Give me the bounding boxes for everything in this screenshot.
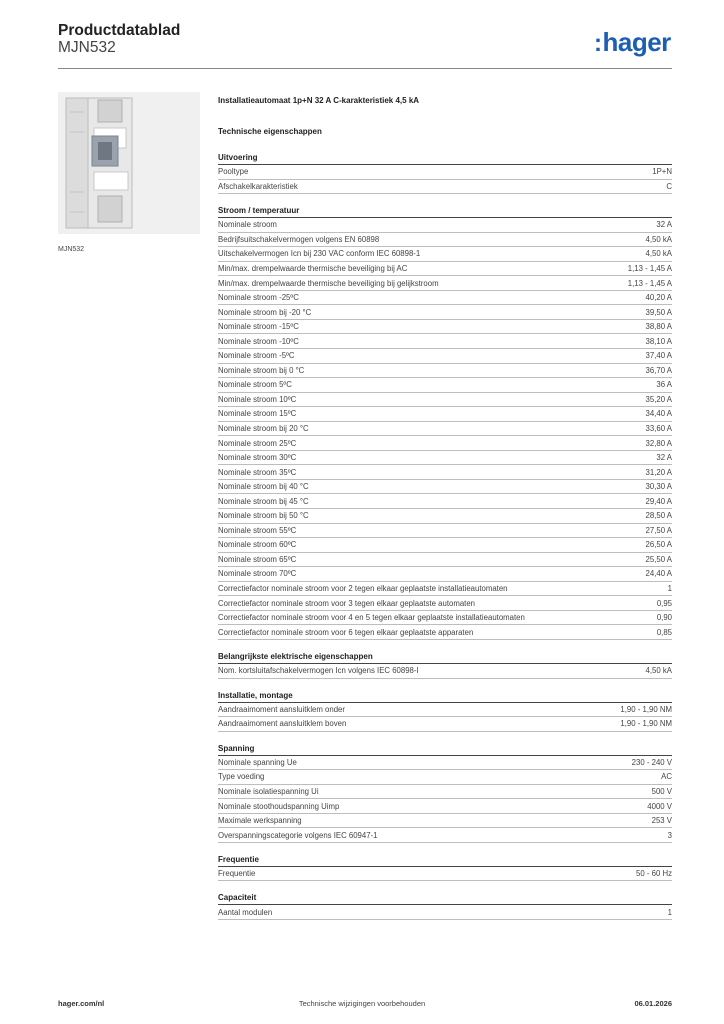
spec-label: Uitschakelvermogen Icn bij 230 VAC conform IEC 60898-1 [218, 249, 421, 259]
spec-row [218, 393, 672, 408]
spec-row [218, 494, 672, 509]
spec-row [218, 582, 672, 597]
section-title: Uitvoering [218, 151, 672, 165]
spec-label: Nominale stroom 60ºC [218, 540, 297, 550]
spec-label: Nominale stroom 65ºC [218, 554, 297, 564]
spec-label: Type voeding [218, 772, 265, 782]
spec-label: Nominale stroom bij 20 °C [218, 424, 309, 434]
spec-label: Nominale stroom -25ºC [218, 293, 299, 303]
spec-row [218, 291, 672, 306]
spec-value: 38,80 A [645, 322, 672, 332]
header-divider [58, 68, 672, 69]
spec-value: 1 [667, 907, 672, 917]
spec-row [218, 247, 672, 262]
spec-value: 1,13 - 1,45 A [627, 278, 672, 288]
spec-label: Nominale stroom bij 0 °C [218, 365, 305, 375]
spec-value: 37,40 A [645, 351, 672, 361]
spec-label: Nominale stroom -10ºC [218, 336, 299, 346]
spec-value: 1,13 - 1,45 A [627, 264, 672, 273]
spec-row [218, 664, 672, 679]
spec-row [218, 867, 672, 882]
spec-label: Bedrijfsuitschakelvermogen volgens EN 60898 [218, 234, 380, 244]
spec-value: 36 A [656, 380, 672, 390]
spec-value: 4000 V [647, 801, 672, 811]
spec-value: 0,95 [656, 598, 672, 608]
spec-row [218, 233, 672, 248]
spec-row [218, 480, 672, 495]
footer-website: hager.com/nl [58, 999, 105, 1008]
spec-value: 28,50 A [645, 511, 672, 521]
spec-value: 26,50 A [645, 540, 672, 550]
spec-row [218, 465, 672, 480]
spec-section [218, 891, 672, 920]
spec-section [218, 853, 672, 882]
spec-row [218, 905, 672, 920]
spec-label: Nominale stroom -5ºC [218, 351, 295, 361]
spec-label: Nominale stroom 15ºC [218, 409, 297, 419]
spec-value: 3 [667, 830, 672, 840]
spec-label: Aantal modulen [218, 907, 273, 917]
spec-label: Maximale werkspanning [218, 816, 302, 826]
spec-label: Nominale spanning Ue [218, 757, 297, 767]
spec-row [218, 407, 672, 422]
spec-label: Nominale stroom 35ºC [218, 467, 297, 477]
tech-properties-title: Technische eigenschappen [218, 127, 322, 136]
spec-label: Nominale stroom 25ºC [218, 438, 297, 448]
spec-row [218, 625, 672, 640]
spec-row [218, 349, 672, 364]
spec-section [218, 742, 672, 843]
spec-row [218, 320, 672, 335]
spec-label: Nominale stroom bij 45 °C [218, 496, 309, 506]
section-gap [218, 640, 672, 650]
spec-value: 1,90 - 1,90 NM [620, 719, 672, 729]
section-gap [218, 843, 672, 853]
spec-value: C [666, 181, 672, 191]
spec-value: 24,40 A [645, 569, 672, 579]
spec-label: Min/max. drempelwaarde thermische beveiliging bij AC [218, 264, 408, 273]
spec-value: AC [661, 772, 672, 782]
footer-note: Technische wijzigingen voorbehouden [298, 999, 426, 1008]
spec-value: 32,80 A [645, 438, 672, 448]
spec-row [218, 596, 672, 611]
spec-row [218, 180, 672, 195]
spec-content [218, 96, 672, 920]
spec-value: 4,50 kA [645, 234, 672, 244]
spec-row [218, 553, 672, 568]
section-title: Stroom / temperatuur [218, 204, 672, 218]
spec-value: 29,40 A [645, 496, 672, 506]
spec-value: 4,50 kA [645, 249, 672, 259]
spec-label: Nominale stroom [218, 220, 277, 230]
spec-label: Correctiefactor nominale stroom voor 2 tegen elkaar geplaatste installatieautomaten [218, 584, 508, 594]
spec-row [218, 611, 672, 626]
spec-label: Nominale stroom bij 40 °C [218, 482, 309, 492]
spec-label: Aandraaimoment aansluitklem boven [218, 719, 347, 729]
spec-label: Overspanningscategorie volgens IEC 60947-1 [218, 830, 378, 840]
spec-value: 36,70 A [645, 365, 672, 375]
spec-label: Nominale stroom bij 50 °C [218, 511, 309, 521]
hager-logo: :hager [594, 27, 671, 57]
section-title: Spanning [218, 742, 672, 756]
spec-row [218, 276, 672, 291]
spec-value: 30,30 A [645, 482, 672, 492]
spec-value: 32 A [656, 453, 672, 463]
spec-row [218, 828, 672, 843]
spec-row [218, 538, 672, 553]
spec-row [218, 451, 672, 466]
spec-label: Min/max. drempelwaarde thermische beveiliging bij gelijkstroom [218, 278, 439, 288]
image-caption: MJN532 [58, 246, 85, 253]
section-title: Capaciteit [218, 891, 672, 905]
spec-label: Nom. kortsluitafschakelvermogen Icn volgens IEC 60898-I [218, 666, 419, 676]
section-gap [218, 679, 672, 689]
section-title: Belangrijkste elektrische eigenschappen [218, 650, 672, 664]
spec-section [218, 204, 672, 640]
spec-row [218, 422, 672, 437]
spec-value: 34,40 A [645, 409, 672, 419]
product-title: Installatieautomaat 1p+N 32 A C-karakteristiek 4,5 kA [218, 96, 420, 105]
section-title: Installatie, montage [218, 689, 672, 703]
spec-value: 25,50 A [645, 554, 672, 564]
spec-label: Correctiefactor nominale stroom voor 3 tegen elkaar geplaatste automaten [218, 598, 476, 608]
spec-value: 50 - 60 Hz [636, 869, 672, 879]
spec-label: Nominale isolatiespanning Ui [218, 786, 319, 796]
spec-label: Nominale stroom 70ºC [218, 569, 297, 579]
spec-row [218, 799, 672, 814]
spec-row [218, 218, 672, 233]
spec-row [218, 334, 672, 349]
spec-row [218, 165, 672, 180]
spec-row [218, 756, 672, 771]
spec-value: 33,60 A [645, 424, 672, 434]
spec-label: Nominale stroom bij -20 °C [218, 307, 312, 317]
spec-row [218, 364, 672, 379]
spec-label: Nominale stroom -15ºC [218, 322, 299, 332]
spec-value: 4,50 kA [645, 666, 672, 676]
spec-row [218, 436, 672, 451]
section-gap [218, 881, 672, 891]
spec-label: Nominale stroom 30ºC [218, 453, 297, 463]
spec-value: 27,50 A [645, 525, 672, 535]
spec-value: 35,20 A [645, 394, 672, 404]
spec-label: Afschakelkarakteristiek [218, 181, 298, 191]
spec-label: Nominale stoothoudspanning Uimp [218, 801, 340, 811]
product-code: MJN532 [58, 39, 116, 56]
spec-row [218, 717, 672, 732]
spec-label: Correctiefactor nominale stroom voor 4 en 5 tegen elkaar geplaatste installatieautomaten [218, 613, 525, 623]
spec-section [218, 151, 672, 194]
spec-value: 253 V [651, 816, 672, 826]
page-title: Productdatablad [58, 22, 181, 39]
spec-value: 32 A [656, 220, 672, 230]
spec-row [218, 524, 672, 539]
spec-row [218, 305, 672, 320]
spec-value: 38,10 A [645, 336, 672, 346]
spec-value: 40,20 A [645, 293, 672, 303]
spec-value: 1,90 - 1,90 NM [620, 704, 672, 714]
spec-value: 1 [667, 584, 672, 594]
spec-label: Frequentie [218, 869, 256, 879]
spec-row [218, 770, 672, 785]
section-title: Frequentie [218, 853, 672, 867]
spec-section [218, 650, 672, 679]
spec-label: Pooltype [218, 167, 249, 177]
spec-label: Aandraaimoment aansluitklem onder [218, 704, 345, 714]
product-image [58, 92, 200, 234]
spec-row [218, 567, 672, 582]
spec-label: Nominale stroom 55ºC [218, 525, 297, 535]
spec-label: Nominale stroom 10ºC [218, 394, 297, 404]
spec-label: Correctiefactor nominale stroom voor 6 tegen elkaar geplaatste apparaten [218, 627, 474, 637]
spec-row [218, 262, 672, 277]
spec-value: 0,90 [656, 613, 672, 623]
spec-section [218, 689, 672, 732]
spec-sections [218, 151, 672, 920]
spec-value: 31,20 A [645, 467, 672, 477]
spec-row [218, 509, 672, 524]
spec-label: Nominale stroom 5ºC [218, 380, 292, 390]
spec-value: 0,85 [656, 627, 672, 637]
spec-value: 500 V [651, 786, 672, 796]
section-gap [218, 732, 672, 742]
footer-date: 06.01.2026 [634, 999, 672, 1008]
spec-value: 39,50 A [645, 307, 672, 317]
spec-row [218, 703, 672, 718]
spec-row [218, 378, 672, 393]
spec-value: 1P+N [652, 167, 672, 177]
spec-row [218, 785, 672, 800]
section-gap [218, 194, 672, 204]
spec-row [218, 814, 672, 829]
spec-value: 230 - 240 V [631, 757, 672, 767]
